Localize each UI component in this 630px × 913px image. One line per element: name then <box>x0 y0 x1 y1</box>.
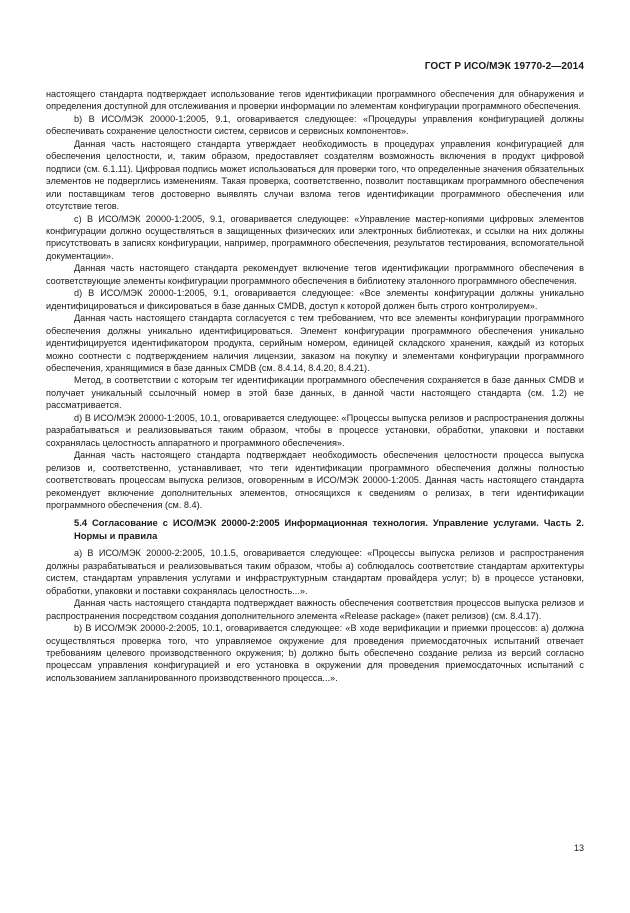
section-heading: 5.4 Согласование с ИСО/МЭК 20000-2:2005 Информационная технология. Управление услугами. Часть 2. Нормы и правила <box>74 517 584 542</box>
paragraph: Данная часть настоящего стандарта подтверждает важность обеспечения соответствия процессов выпуска релизов и распространения посредством создания дополнительного элемента «Release package» (пакет релизов) (см. 8.4.17). <box>46 598 584 621</box>
paragraph: b) В ИСО/МЭК 20000-2:2005, 10.1, оговаривается следующее: «В ходе верификации и приемки процессов: a) должна осуществляться проверка того, что управляемое окружение для проведения приемосдаточных испытаний отвечает требованиям целевого производственного окружения; b) должно быть обеспечено создание релиза из версий согласно процессам управления конфигурацией и его установка в окружении для проведения приемосдаточных испытаний с использованием запланированного производственного процесса...». <box>46 623 584 683</box>
paragraph: настоящего стандарта подтверждает использование тегов идентификации программного обеспечения для обнаружения и определения доступной для отслеживания и проверки информации по элементам конфигурации программного обеспечения. <box>46 89 584 112</box>
paragraph: d) В ИСО/МЭК 20000-1:2005, 10.1, оговаривается следующее: «Процессы выпуска релизов и распространения должны разрабатываться и реализовываться таким образом, чтобы в процессе установки, обработки, упаковки и поставки сохранялась целостность аппаратного и программного обеспечения». <box>46 412 584 448</box>
paragraph: b) В ИСО/МЭК 20000-1:2005, 9.1, оговаривается следующее: «Процедуры управления конфигурацией должны обеспечивать сохранение целостности систем, сервисов и сервисных компонентов». <box>46 113 584 137</box>
paragraph: Данная часть настоящего стандарта утверждает необходимость в процедурах управления конфигурацией для обеспечения целостности, и, таким образом, предоставляет создателям возможность включения в продукт цифровой подписи (см. 6.1.11). Цифровая подпись может использоваться для проверки того, что определенные значения обязательных элементов не подверглись изменениям. Такая проверка, соответственно, позволит поставщикам программного обеспечения или поставщикам тегов достоверно выявлять случаи взлома тегов идентификации программного обеспечения или отсутствие тегов. <box>46 138 584 212</box>
paragraph: Данная часть настоящего стандарта согласуется с тем требованием, что все элементы конфигурации программного обеспечения должны уникально идентифицироваться. Элемент конфигурации программного обеспечения уникально идентифицируется идентификатором продукта, серийным номером, единицей складского хранения, каждый из которых можно соотнести с подтверждением наличия лицензии, заказом на покупку и элементами конфигурации программного обеспечения, хранящимися в базе данных CMDB (см. 8.4.14, 8.4.20, 8.4.21). <box>46 313 584 373</box>
paragraph: Данная часть настоящего стандарта подтверждает необходимость обеспечения целостности процесса выпуска релизов и, соответственно, устанавливает, что теги идентификации программного обеспечения должны полностью соответствовать процессам выпуска релизов, оговоренным в ИСО/МЭК 20000-1:2005. Данная часть настоящего стандарта рекомендует включение дополнительных элементов, относящихся к сведениям о релизах, в теги идентификации программного обеспечения (см. 8.4). <box>46 450 584 510</box>
paragraph: Данная часть настоящего стандарта рекомендует включение тегов идентификации программного обеспечения в соответствующие элементы конфигурации программного обеспечения в библиотеку эталонного программного обеспечения. <box>46 263 584 286</box>
document-header: ГОСТ Р ИСО/МЭК 19770-2—2014 <box>424 61 584 72</box>
paragraph: c) В ИСО/МЭК 20000-1:2005, 9.1, оговаривается следующее: «Управление мастер-копиями цифровых элементов конфигурации должно осуществляться в защищенных физических или электронных библиотеках, и ссылки на них должны присутствовать в записях конфигурации, например, программного обеспечения, результатов тестирования, вспомогательной документации». <box>46 213 584 261</box>
paragraph: a) В ИСО/МЭК 20000-2:2005, 10.1.5, оговаривается следующее: «Процессы выпуска релизов и распространения должны разрабатываться и реализовываться таким образом, чтобы a) соблюдалось соответствие стандартам архитектуры систем, стандартам управления услугами и инфраструктурным стандартам провайдера услуг; b) в процессе установки, обработки, упаковки и поставки сохранялась целостность...». <box>46 548 584 596</box>
page-number: 13 <box>573 843 584 853</box>
paragraph: Метод, в соответствии с которым тег идентификации программного обеспечения сохраняется в базе данных CMDB и получает уникальный ссылочный номер в этой базе данных, в данной части настоящего стандарта (см. 1.2) не рассматривается. <box>46 375 584 411</box>
paragraph: d) В ИСО/МЭК 20000-1:2005, 9.1, оговаривается следующее: «Все элементы конфигурации должны уникально идентифицироваться и фиксироваться в базе данных CMDB, доступ к которой должен быть строго контролируем». <box>46 288 584 311</box>
document-body <box>46 88 584 684</box>
